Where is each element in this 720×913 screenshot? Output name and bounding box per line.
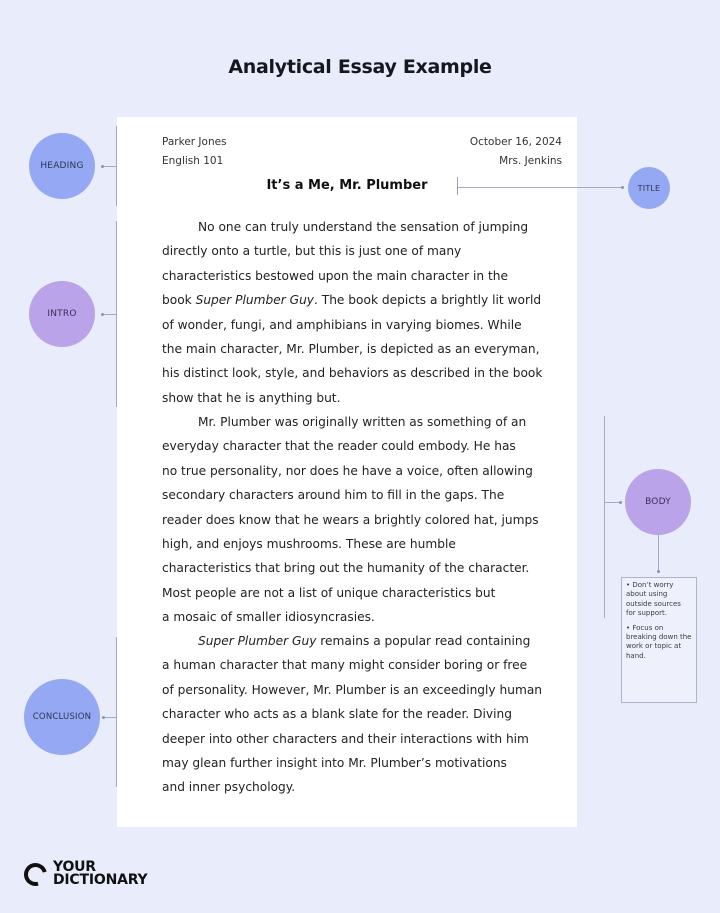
body-tips-note xyxy=(621,577,697,703)
text-line: his distinct look, style, and behaviors as described in the book xyxy=(162,366,543,381)
title-label-circle: TITLE xyxy=(628,167,670,209)
text-line: and inner psychology. xyxy=(162,780,296,795)
title-bracket xyxy=(457,177,458,195)
text-line: character who acts as a blank slate for the reader. Diving xyxy=(162,707,512,722)
heading-connector xyxy=(102,166,116,167)
tip-item: • Don’t worry about using outside sources for support. xyxy=(626,581,681,618)
title-connector xyxy=(458,187,622,188)
text-line: characteristics that bring out the humanity of the character. xyxy=(162,561,530,576)
text-line: secondary characters around him to fill in the gaps. The xyxy=(162,488,505,503)
conclusion-connector-dot xyxy=(102,716,105,719)
text-line xyxy=(162,288,562,312)
essay-page xyxy=(117,117,577,827)
text-line: Most people are not a list of unique characteristics but xyxy=(162,585,496,600)
body-connector-dot xyxy=(619,501,622,504)
body-paragraph xyxy=(162,410,562,630)
essay-date: October 16, 2024 xyxy=(469,136,562,148)
text-line xyxy=(162,629,562,653)
text-line: show that he is anything but. xyxy=(162,390,341,405)
body-note-connector xyxy=(658,535,659,571)
logo-line-1: YOUR xyxy=(53,859,96,875)
intro-label-circle: INTRO xyxy=(29,281,95,347)
body-note-connector-dot xyxy=(657,570,660,573)
text-line: high, and enjoys mushrooms. These are humble xyxy=(162,537,456,552)
text-segment: book xyxy=(162,293,196,308)
text-line: No one can truly understand the sensation of jumping xyxy=(198,220,529,234)
text-line: everyday character that the reader could embody. He has xyxy=(162,439,516,454)
book-title: Super Plumber Guy xyxy=(195,293,315,308)
text-line: a mosaic of smaller idiosyncrasies. xyxy=(162,610,375,625)
author-name: Parker Jones xyxy=(162,136,227,148)
text-line: characteristics bestowed upon the main character in the xyxy=(162,268,509,283)
essay-title: It’s a Me, Mr. Plumber xyxy=(266,178,428,193)
text-line: reader does know that he wears a brightly colored hat, jumps xyxy=(162,512,539,527)
body-connector xyxy=(604,502,620,503)
text-line: the main character, Mr. Plumber, is depicted as an everyman, xyxy=(162,342,540,357)
text-line: no true personality, nor does he have a voice, often allowing xyxy=(162,463,533,478)
conclusion-paragraph xyxy=(162,629,562,800)
title-connector-dot xyxy=(621,186,624,189)
text-line: a human character that many might consider boring or free xyxy=(162,658,528,673)
text-line: of wonder, fungi, and amphibians in varying biomes. While xyxy=(162,317,522,332)
text-line: of personality. However, Mr. Plumber is an exceedingly human xyxy=(162,682,543,697)
text-segment: . The book depicts a brightly lit world xyxy=(314,293,542,308)
intro-connector-dot xyxy=(101,313,104,316)
heading-connector-dot xyxy=(101,165,104,168)
body-label-circle: BODY xyxy=(625,469,691,535)
text-line: Mr. Plumber was originally written as something of an xyxy=(198,415,527,429)
yourdictionary-logo xyxy=(24,861,147,887)
logo-wordmark xyxy=(53,861,147,887)
text-line: deeper into other characters and their interactions with him xyxy=(162,731,529,746)
heading-label-circle: HEADING xyxy=(29,133,95,199)
intro-bracket xyxy=(116,221,117,407)
page-title: Analytical Essay Example xyxy=(228,56,492,78)
tip-item: • Focus on breaking down the work or topic at hand. xyxy=(626,623,692,660)
heading-bracket xyxy=(116,126,117,206)
text-line: directly onto a turtle, but this is just one of many xyxy=(162,244,462,259)
intro-connector xyxy=(102,314,116,315)
book-title: Super Plumber Guy xyxy=(198,634,317,648)
instructor-name: Mrs. Jenkins xyxy=(499,155,562,167)
heading-left xyxy=(162,133,227,171)
conclusion-bracket xyxy=(116,637,117,787)
text-segment: remains a popular read containing xyxy=(316,634,531,648)
course-name: English 101 xyxy=(162,155,224,167)
heading-right xyxy=(470,133,562,171)
intro-paragraph xyxy=(162,215,562,410)
body-bracket xyxy=(604,416,605,618)
logo-line-2: DICTIONARY xyxy=(53,872,148,888)
conclusion-label-circle: CONCLUSION xyxy=(24,679,100,755)
text-line: may glean further insight into Mr. Plumber’s motivations xyxy=(162,756,507,771)
logo-ring-icon xyxy=(20,858,51,889)
